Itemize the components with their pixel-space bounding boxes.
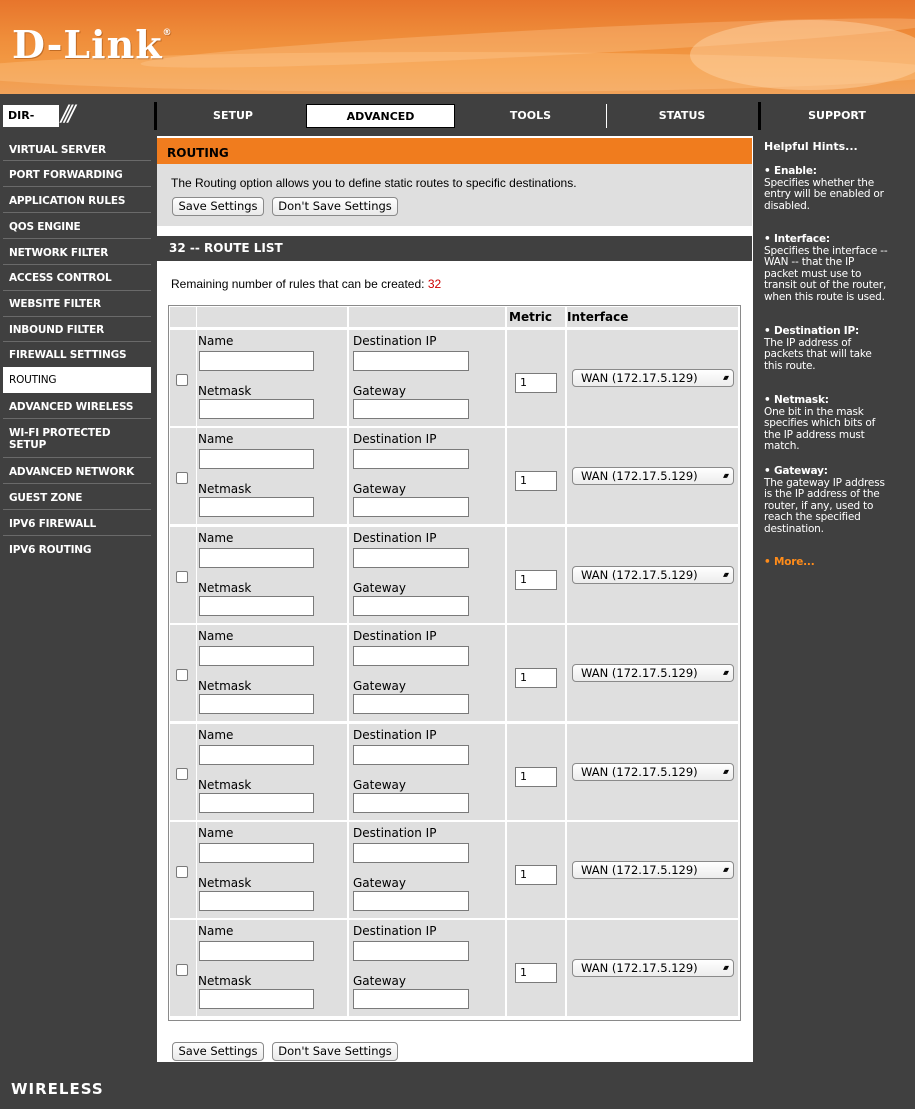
destination-ip-input[interactable] [353, 646, 469, 666]
netmask-input[interactable] [199, 399, 314, 419]
interface-select[interactable] [572, 566, 734, 584]
name-label: Name [198, 334, 234, 348]
banner-swoosh [690, 20, 915, 90]
route-table [168, 305, 741, 1021]
sidebar-separator [3, 535, 151, 536]
up-down-chevron-icon: ▴▾ [722, 865, 727, 874]
enable-checkbox[interactable] [176, 374, 188, 386]
sidebar-item-website-filter[interactable]: WEBSITE FILTER [9, 298, 101, 310]
hint-gateway [764, 466, 914, 535]
hint-heading: • Destination IP: [764, 325, 859, 337]
interface-select[interactable] [572, 467, 734, 485]
tab-divider [154, 102, 157, 130]
destination-ip-input[interactable] [353, 745, 469, 765]
destination-ip-input[interactable] [353, 941, 469, 961]
sidebar-separator [3, 509, 151, 510]
interface-select[interactable] [572, 959, 734, 977]
sidebar [0, 130, 154, 1066]
tab-setup[interactable]: SETUP [160, 104, 306, 128]
sidebar-item-ipv6-firewall[interactable]: IPV6 FIREWALL [9, 518, 97, 530]
metric-input[interactable]: 1 [515, 570, 557, 590]
name-input[interactable] [199, 646, 314, 666]
top-nav [0, 102, 915, 130]
gateway-input[interactable] [353, 989, 469, 1009]
sidebar-separator [3, 341, 151, 342]
netmask-label: Netmask [198, 876, 252, 890]
sidebar-item-advanced-network[interactable]: ADVANCED NETWORK [9, 466, 135, 478]
footer [0, 1066, 915, 1109]
gateway-label: Gateway [353, 482, 407, 496]
hint-text: WAN -- that the IP [764, 256, 855, 268]
metric-input[interactable]: 1 [515, 668, 557, 688]
enable-checkbox[interactable] [176, 669, 188, 681]
sidebar-item-inbound-filter[interactable]: INBOUND FILTER [9, 324, 104, 336]
hint-more-link[interactable] [764, 557, 914, 569]
header-banner [0, 0, 915, 94]
name-label: Name [198, 826, 234, 840]
sidebar-separator [3, 264, 151, 265]
tab-advanced[interactable]: ADVANCED [306, 104, 455, 128]
hint-text: reach the specified [764, 511, 861, 523]
hint-text: The IP address of [764, 336, 851, 349]
interface-select[interactable] [572, 763, 734, 781]
tab-status[interactable]: STATUS [607, 104, 757, 128]
header-divider [0, 94, 915, 102]
interface-select[interactable] [572, 861, 734, 879]
column-header-interface: Interface [567, 310, 629, 324]
up-down-chevron-icon: ▴▾ [722, 963, 727, 972]
hint-text: entry will be enabled or [764, 188, 884, 200]
netmask-input[interactable] [199, 891, 314, 911]
hint-text: router, if any, used to [764, 499, 874, 512]
enable-checkbox[interactable] [176, 472, 188, 484]
netmask-input[interactable] [199, 596, 314, 616]
netmask-label: Netmask [198, 581, 252, 595]
registered-mark: ® [162, 28, 173, 38]
tab-support[interactable]: SUPPORT [762, 104, 912, 128]
dont-save-settings-button[interactable]: Don't Save Settings [272, 197, 398, 216]
netmask-label: Netmask [198, 482, 252, 496]
header-cell [197, 307, 347, 327]
gateway-label: Gateway [353, 581, 407, 595]
hint-text: this route. [764, 359, 816, 372]
netmask-label: Netmask [198, 974, 252, 988]
sidebar-separator [3, 418, 151, 419]
hint-text: destination. [764, 522, 824, 535]
name-label: Name [198, 924, 234, 938]
sidebar-item-label: WI-FI PROTECTED [9, 427, 111, 439]
hint-enable [764, 166, 914, 212]
gateway-input[interactable] [353, 596, 469, 616]
up-down-chevron-icon: ▴▾ [722, 373, 727, 382]
logo-text: D-Link [12, 22, 163, 67]
model-name: DIR- [3, 105, 59, 127]
enable-checkbox[interactable] [176, 964, 188, 976]
gateway-label: Gateway [353, 778, 407, 792]
header-cell [349, 307, 505, 327]
sidebar-item-virtual-server[interactable]: VIRTUAL SERVER [9, 144, 106, 156]
interface-select-value: WAN (172.17.5.129) [581, 568, 698, 582]
hint-text: packets that will take [764, 348, 872, 360]
name-input[interactable] [199, 449, 314, 469]
enable-checkbox[interactable] [176, 768, 188, 780]
save-settings-button[interactable]: Save Settings [172, 197, 264, 216]
netmask-input[interactable] [199, 989, 314, 1009]
netmask-input[interactable] [199, 793, 314, 813]
gateway-label: Gateway [353, 384, 407, 398]
enable-checkbox[interactable] [176, 866, 188, 878]
tab-divider [758, 102, 761, 130]
name-input[interactable] [199, 843, 314, 863]
sidebar-item-wi-fi-protected-setup[interactable] [3, 427, 151, 451]
destination-ip-input[interactable] [353, 351, 469, 371]
up-down-chevron-icon: ▴▾ [722, 767, 727, 776]
routing-description: The Routing option allows you to define static routes to specific destinations. [171, 176, 577, 190]
interface-select-value: WAN (172.17.5.129) [581, 765, 698, 779]
gateway-label: Gateway [353, 974, 407, 988]
interface-select-value: WAN (172.17.5.129) [581, 666, 698, 680]
sidebar-separator [3, 290, 151, 291]
interface-select-value: WAN (172.17.5.129) [581, 469, 698, 483]
enable-checkbox[interactable] [176, 571, 188, 583]
name-input[interactable] [199, 548, 314, 568]
destination-ip-label: Destination IP [353, 826, 437, 840]
destination-ip-input[interactable] [353, 548, 469, 568]
up-down-chevron-icon: ▴▾ [722, 668, 727, 677]
column-header-metric: Metric [509, 310, 552, 324]
hints-title: Helpful Hints... [764, 140, 858, 153]
destination-ip-input[interactable] [353, 843, 469, 863]
interface-select-value: WAN (172.17.5.129) [581, 863, 698, 877]
name-label: Name [198, 531, 234, 545]
sidebar-item-ipv6-routing[interactable]: IPV6 ROUTING [9, 544, 92, 556]
name-input[interactable] [199, 745, 314, 765]
hint-heading: • Netmask: [764, 394, 829, 406]
destination-ip-label: Destination IP [353, 334, 437, 348]
sidebar-item-port-forwarding[interactable]: PORT FORWARDING [9, 169, 123, 181]
netmask-label: Netmask [198, 778, 252, 792]
up-down-chevron-icon: ▴▾ [722, 570, 727, 579]
destination-ip-label: Destination IP [353, 531, 437, 545]
metric-input[interactable]: 1 [515, 373, 557, 393]
sidebar-separator [3, 483, 151, 484]
header-cell [170, 307, 196, 327]
sidebar-item-network-filter[interactable]: NETWORK FILTER [9, 247, 109, 259]
sidebar-separator [3, 238, 151, 239]
hint-text: One bit in the mask [764, 405, 864, 418]
interface-select[interactable] [572, 369, 734, 387]
hint-text: Specifies the interface -- [764, 244, 888, 257]
netmask-input[interactable] [199, 497, 314, 517]
dlink-logo [12, 22, 173, 67]
name-label: Name [198, 629, 234, 643]
hint-netmask [764, 395, 914, 453]
sidebar-separator [3, 457, 151, 458]
sidebar-item-firewall-settings[interactable]: FIREWALL SETTINGS [9, 349, 127, 361]
hint-text: packet must use to [764, 267, 862, 280]
hint-text: disabled. [764, 199, 810, 212]
name-input[interactable] [199, 351, 314, 371]
sidebar-item-advanced-wireless[interactable]: ADVANCED WIRELESS [9, 401, 134, 413]
model-label [3, 102, 148, 127]
gateway-input[interactable] [353, 399, 469, 419]
sidebar-item-label: SETUP [9, 439, 47, 451]
sidebar-item-guest-zone[interactable]: GUEST ZONE [9, 492, 83, 504]
footer-wireless-label: WIRELESS [11, 1080, 104, 1098]
hint-text: Specifies whether the [764, 176, 874, 189]
netmask-label: Netmask [198, 384, 252, 398]
netmask-input[interactable] [199, 694, 314, 714]
sidebar-separator [3, 316, 151, 317]
gateway-input[interactable] [353, 793, 469, 813]
hint-text: transit out of the router, [764, 279, 887, 291]
hint-heading: • Enable: [764, 165, 817, 177]
sidebar-separator [3, 212, 151, 213]
remaining-rules [171, 277, 441, 291]
sidebar-separator [3, 186, 151, 187]
hint-text: when this route is used. [764, 290, 885, 303]
metric-input[interactable]: 1 [515, 963, 557, 983]
gateway-label: Gateway [353, 876, 407, 890]
hint-heading: • Interface: [764, 233, 830, 245]
section-title-route-list: 32 -- ROUTE LIST [157, 236, 752, 261]
sidebar-item-qos-engine[interactable]: QOS ENGINE [9, 221, 81, 233]
sidebar-separator [3, 160, 151, 161]
gateway-input[interactable] [353, 891, 469, 911]
hint-heading: • Gateway: [764, 465, 828, 477]
destination-ip-input[interactable] [353, 449, 469, 469]
metric-input[interactable]: 1 [515, 865, 557, 885]
more-link[interactable]: • More... [764, 556, 815, 568]
name-label: Name [198, 728, 234, 742]
hint-text: is the IP address of the [764, 488, 880, 500]
gateway-input[interactable] [353, 694, 469, 714]
hint-text: match. [764, 440, 800, 452]
gateway-input[interactable] [353, 497, 469, 517]
tab-tools[interactable]: TOOLS [456, 104, 605, 128]
hint-destination-ip [764, 326, 914, 372]
sidebar-item-access-control[interactable]: ACCESS CONTROL [9, 272, 112, 284]
destination-ip-label: Destination IP [353, 728, 437, 742]
section-title-routing: ROUTING [157, 138, 752, 164]
interface-select-value: WAN (172.17.5.129) [581, 961, 698, 975]
name-label: Name [198, 432, 234, 446]
gateway-label: Gateway [353, 679, 407, 693]
metric-input[interactable]: 1 [515, 471, 557, 491]
interface-select-value: WAN (172.17.5.129) [581, 371, 698, 385]
destination-ip-label: Destination IP [353, 432, 437, 446]
destination-ip-label: Destination IP [353, 629, 437, 643]
netmask-label: Netmask [198, 679, 252, 693]
hint-text: specifies which bits of [764, 417, 876, 429]
hint-text: The gateway IP address [764, 476, 885, 489]
destination-ip-label: Destination IP [353, 924, 437, 938]
remaining-rules-label: Remaining number of rules that can be created: [171, 277, 425, 291]
model-slashes: /// [61, 102, 72, 127]
interface-select[interactable] [572, 664, 734, 682]
hint-interface [764, 234, 914, 303]
metric-input[interactable]: 1 [515, 767, 557, 787]
name-input[interactable] [199, 941, 314, 961]
save-settings-button-bottom[interactable]: Save Settings [172, 1042, 264, 1061]
sidebar-item-routing[interactable]: ROUTING [3, 367, 151, 393]
sidebar-item-application-rules[interactable]: APPLICATION RULES [9, 195, 126, 207]
hint-text: the IP address must [764, 428, 865, 441]
helpful-hints [760, 130, 915, 1066]
dont-save-settings-button-bottom[interactable]: Don't Save Settings [272, 1042, 398, 1061]
up-down-chevron-icon: ▴▾ [722, 471, 727, 480]
remaining-rules-count: 32 [427, 277, 442, 291]
